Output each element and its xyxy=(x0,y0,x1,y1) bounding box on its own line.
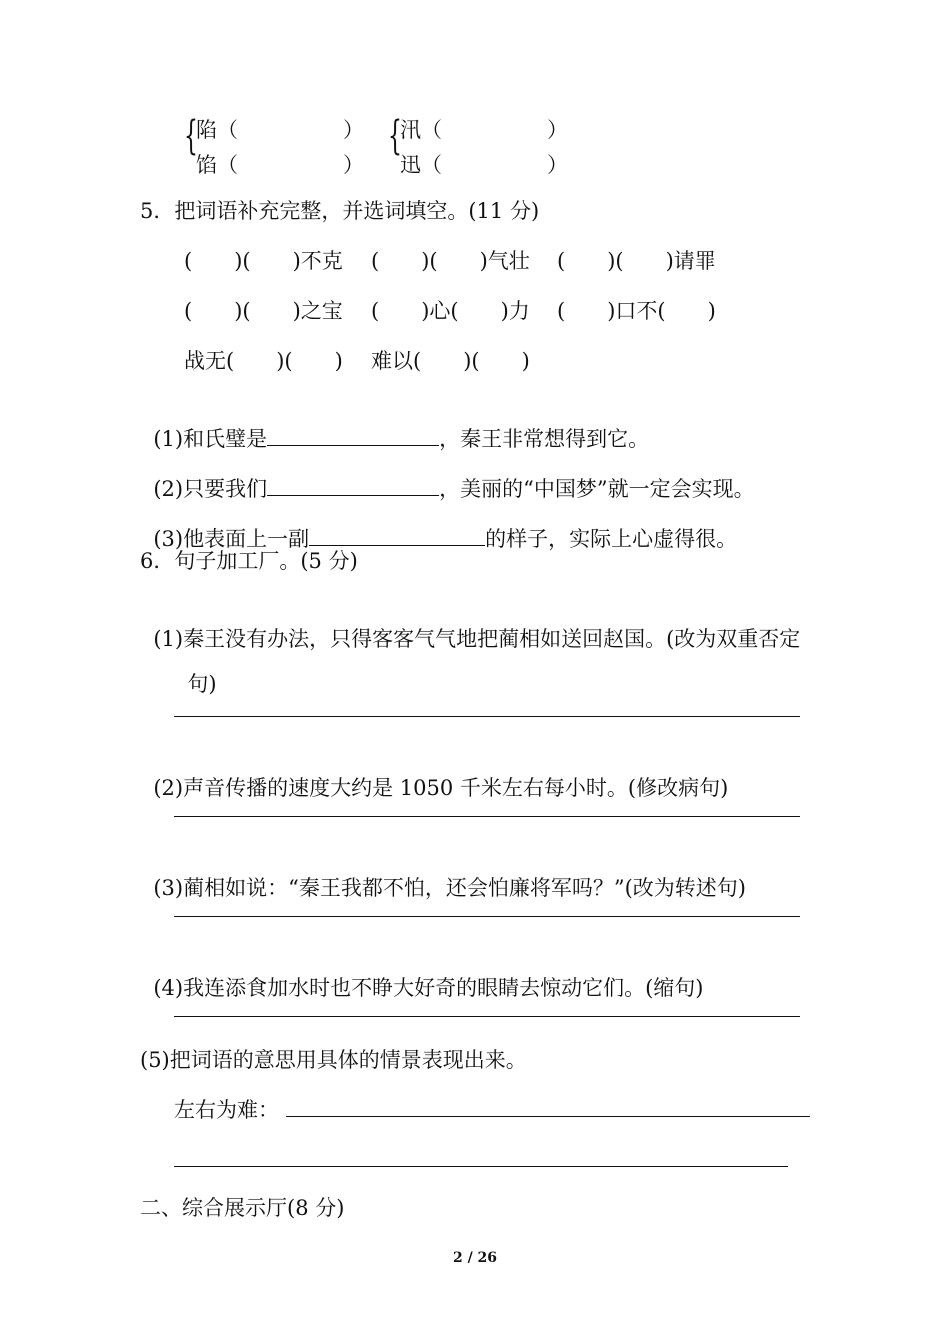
section-2-title: 二、综合展示厅(8 分) xyxy=(140,1196,345,1220)
q6-item-1-task: 改为双重否定 xyxy=(674,627,801,651)
idiom-4: ( )( )之宝 xyxy=(184,299,343,323)
q6-item-4 xyxy=(140,946,704,1002)
q6-item-3-task: 改为转述句 xyxy=(632,876,738,900)
idiom-8: 难以( )( ) xyxy=(371,349,530,373)
answer-line-1[interactable] xyxy=(174,716,800,717)
q5-title: 5．把词语补充完整，并选词填空。(11 分) xyxy=(140,199,540,223)
left-brace: { xyxy=(184,113,198,159)
q6-item-5-label: 左右为难： xyxy=(174,1098,279,1122)
blank-2[interactable] xyxy=(267,475,439,496)
q6-item-2-close: ) xyxy=(720,776,729,800)
pair-right-top: 汛（ ） xyxy=(400,118,568,142)
q6-item-1-close: ) xyxy=(208,672,217,696)
answer-line-5a[interactable] xyxy=(286,1116,810,1117)
q6-item-1-text: (1)秦王没有办法，只得客客气气地把蔺相如送回赵国。( xyxy=(153,627,675,651)
idiom-5: ( )心( )力 xyxy=(371,299,530,323)
q6-item-2 xyxy=(140,746,728,802)
idiom-1: ( )( )不克 xyxy=(184,249,343,273)
idiom-6: ( )口不( ) xyxy=(557,299,716,323)
sentence-1-before: (1)和氏璧是 xyxy=(153,427,268,451)
q6-item-3 xyxy=(140,846,746,902)
q6-item-1-cont xyxy=(174,642,217,698)
pair-left-top: 陷（ ） xyxy=(196,118,364,142)
q6-item-4-task: 缩句 xyxy=(653,976,696,1000)
sentence-2-before: (2)只要我们 xyxy=(153,477,268,501)
q6-item-2-task: 修改病句 xyxy=(636,776,721,800)
q6-title: 6．句子加工厂。(5 分) xyxy=(140,549,358,573)
fill-sentence-3 xyxy=(140,497,737,553)
answer-line-2[interactable] xyxy=(174,816,800,817)
answer-line-4[interactable] xyxy=(174,1016,800,1017)
sentence-3-after: 的样子，实际上心虚得很。 xyxy=(485,527,738,551)
q6-item-2-text: (2)声音传播的速度大约是 1050 千米左右每小时。( xyxy=(153,776,637,800)
blank-3[interactable] xyxy=(309,525,485,546)
pair-left-bottom: 馅（ ） xyxy=(196,153,364,177)
fill-sentence-2 xyxy=(140,447,755,503)
q6-item-3-text: (3)蔺相如说：“秦王我都不怕，还会怕廉将军吗？”( xyxy=(153,876,633,900)
answer-line-5b[interactable] xyxy=(174,1166,788,1167)
pair-right-bottom: 迅（ ） xyxy=(400,153,568,177)
answer-line-3[interactable] xyxy=(174,916,800,917)
q6-item-4-text: (4)我连添食加水时也不睁大好奇的眼睛去惊动它们。( xyxy=(153,976,654,1000)
q6-item-1 xyxy=(140,597,800,653)
q6-item-3-close: ) xyxy=(737,876,746,900)
idiom-3: ( )( )请罪 xyxy=(557,249,716,273)
q6-item-1-task-cont: 句 xyxy=(187,672,209,696)
q6-item-4-close: ) xyxy=(695,976,704,1000)
right-brace: { xyxy=(388,113,402,159)
idiom-2: ( )( )气壮 xyxy=(371,249,530,273)
q6-item-5: (5)把词语的意思用具体的情景表现出来。 xyxy=(140,1048,527,1072)
sentence-1-after: ，秦王非常想得到它。 xyxy=(439,427,650,451)
blank-1[interactable] xyxy=(267,425,439,446)
sentence-3-before: (3)他表面上一副 xyxy=(153,527,310,551)
sentence-2-after: ，美丽的“中国梦”就一定会实现。 xyxy=(439,477,755,501)
page-number: 2 / 26 xyxy=(452,1250,498,1266)
fill-sentence-1 xyxy=(140,397,649,453)
idiom-7: 战无( )( ) xyxy=(184,349,343,373)
